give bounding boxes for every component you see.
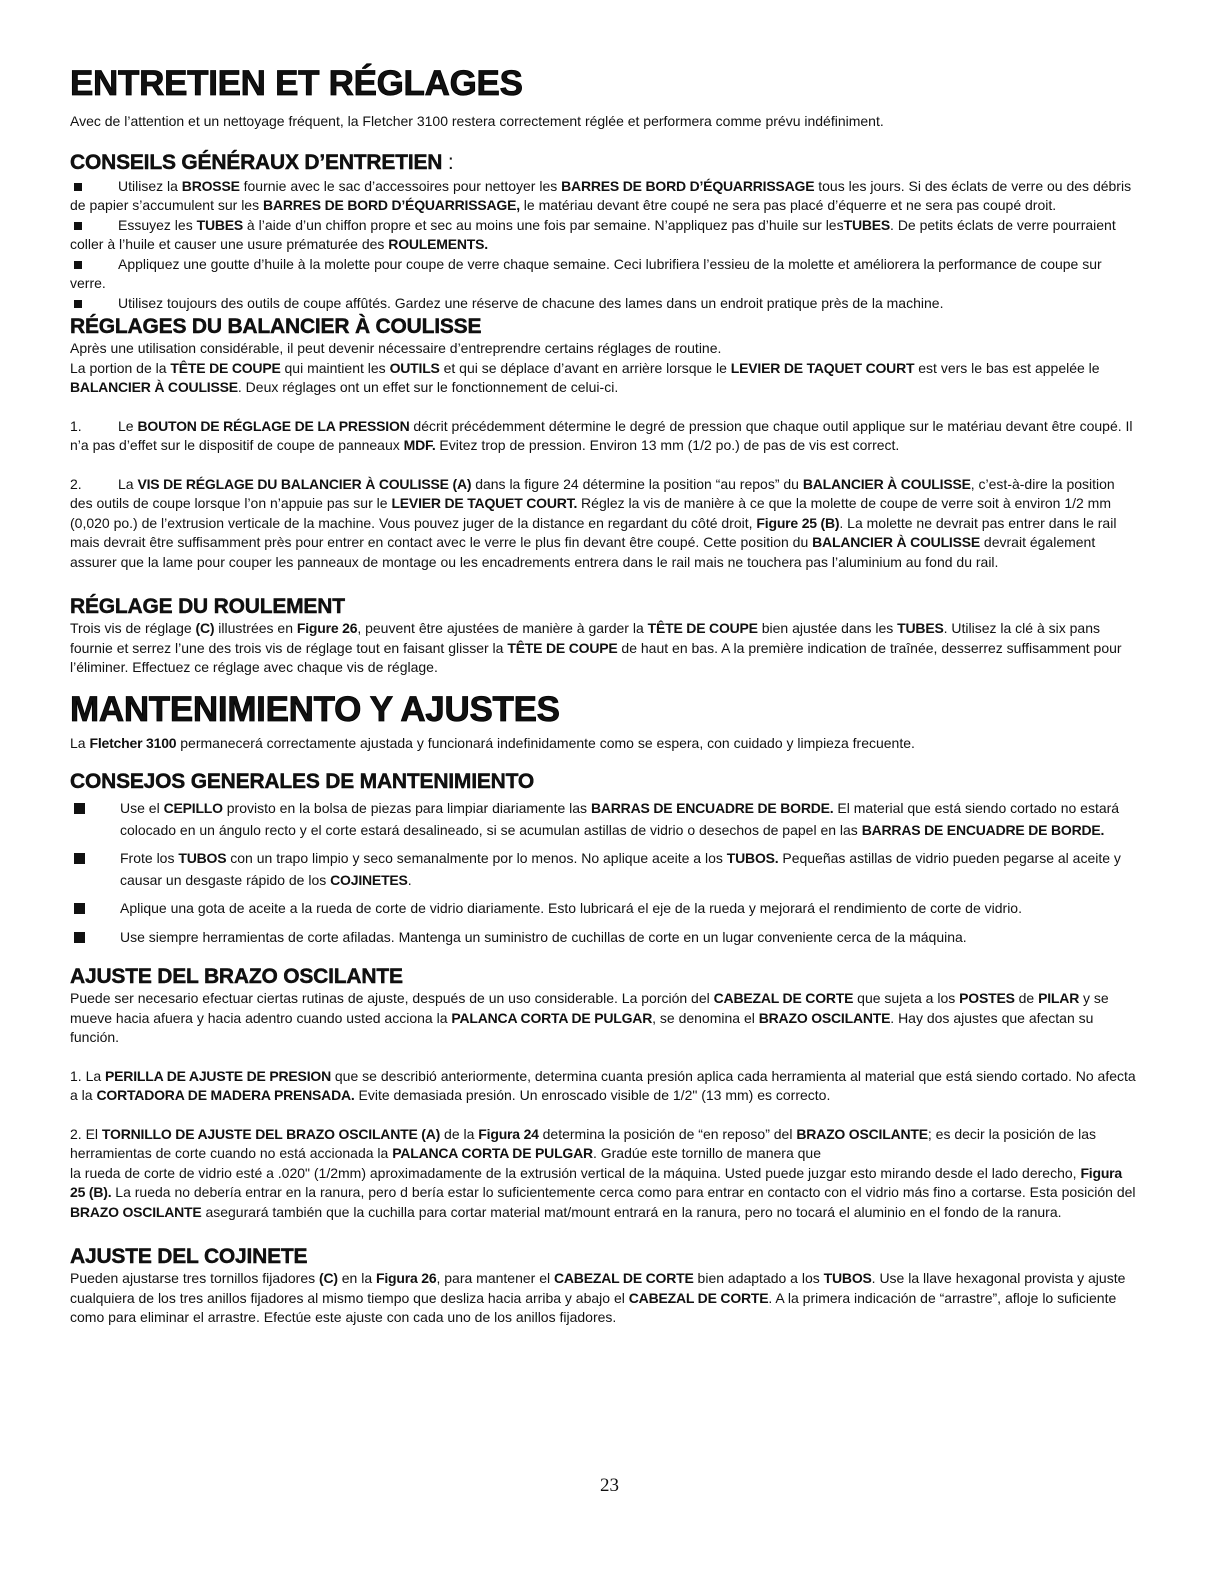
bullet-square-icon	[74, 803, 85, 814]
fr-swing-p2: La portion de la TÊTE DE COUPE qui maintient les OUTILS et qui se déplace d’avant en arrière lorsque le LEVIER DE TAQUET COURT est vers le bas est appelée le BALANCIER À COULISSE. Deux réglages ont un effet sur le fonctionnement de celui-ci.	[70, 359, 1100, 395]
es-bullet-1: Use el CEPILLO provisto en la bolsa de piezas para limpiar diariamente las BARRAS DE ENCUADRE DE BORDE. El material que está siendo cortado no estará colocado en un ángulo recto y el corte estará desalineado, si se acumulan astillas de vidrio o desechos de papel en las BARRAS DE ENCUADRE DE BORDE.	[70, 798, 1140, 841]
es-bearing-p: Pueden ajustarse tres tornillos fijadores (C) en la Figura 26, para mantener el CABEZAL DE CORTE bien adaptado a los TUBOS. Use la llave hexagonal provista y ajuste cualquiera de los tres anillos fijadores al mismo tiempo que desliza hacia arriba y abajo el CABEZAL DE CORTE. A la primera indicación de “arrastre”, afloje lo suficiente como para eliminar el arrastre. Efectúe este ajuste con cada uno de los anillos fijadores.	[70, 1270, 1126, 1325]
fr-swing-heading: RÉGLAGES DU BALANCIER À COULISSE	[70, 315, 482, 338]
es-swing-item-1: 1. La PERILLA DE AJUSTE DE PRESION que se describió anteriormente, determina cuanta presión aplica cada herramienta al material que está siendo cortado. No afecta a la CORTADORA DE MADERA PRENSADA. Evite demasiada presión. Un enroscado visible de 1/2" (13 mm) es correcto.	[70, 1067, 1136, 1103]
bullet-square-icon	[74, 183, 82, 191]
fr-general-heading	[70, 150, 1140, 175]
bullet-square-icon	[74, 300, 82, 308]
bullet-square-icon	[74, 853, 85, 864]
fr-bullet-2: Essuyez les TUBES à l’aide d’un chiffon propre et sec au moins une fois par semaine. N’appliquez pas d’huile sur lesTUBES. De petits éclats de verre pourraient coller à l’huile et causer une usure prématurée des ROULEMENTS.	[70, 216, 1116, 252]
fr-title: ENTRETIEN ET RÉGLAGES	[70, 64, 523, 103]
fr-swing-item-1: 1. Le BOUTON DE RÉGLAGE DE LA PRESSION décrit précédemment détermine le degré de pression que chaque outil applique sur le matériau devant être coupé. Il n’a pas d’effet sur le dispositif de coupe de panneaux MDF. Evitez trop de pression. Environ 13 mm (1/2 po.) de pas de vis est correct.	[70, 417, 1133, 453]
fr-bearing-heading: RÉGLAGE DU ROULEMENT	[70, 595, 345, 618]
fr-intro: Avec de l’attention et un nettoyage fréquent, la Fletcher 3100 restera correctement réglée et performera comme prévu indéfiniment.	[70, 113, 884, 129]
es-swing-p1: Puede ser necesario efectuar ciertas rutinas de ajuste, después de un uso considerable. La porción del CABEZAL DE CORTE que sujeta a los POSTES de PILAR y se mueve hacia afuera y hacia adentro cuando usted acciona la PALANCA CORTA DE PULGAR, se denomina el BRAZO OSCILANTE. Hay dos ajustes que afectan su función.	[70, 990, 1109, 1045]
es-bullet-3: Aplique una gota de aceite a la rueda de corte de vidrio diariamente. Esto lubricará el eje de la rueda y mejorará el rendimiento de corte de vidrio.	[70, 898, 1140, 920]
es-title: MANTENIMIENTO Y AJUSTES	[70, 689, 560, 729]
es-bullet-4: Use siempre herramientas de corte afiladas. Mantenga un suministro de cuchillas de corte en un lugar conveniente cerca de la máquina.	[70, 927, 1140, 949]
es-intro: La Fletcher 3100 permanecerá correctamente ajustada y funcionará indefinidamente como se espera, con cuidado y limpieza frecuente.	[70, 734, 915, 751]
bullet-square-icon	[74, 222, 82, 230]
bullet-square-icon	[74, 903, 85, 914]
page-content	[70, 64, 1140, 1328]
fr-bearing-p: Trois vis de réglage (C) illustrées en Figure 26, peuvent être ajustées de manière à garder la TÊTE DE COUPE bien ajustée dans les TUBES. Utilisez la clé à six pans fournie et serrez l’une des trois vis de réglage tout en faisant glisser la TÊTE DE COUPE de haut en bas. A la première indication de traînée, desserrez suffisamment pour l’éliminer. Effectuez ce réglage avec chaque vis de réglage.	[70, 620, 1122, 675]
es-general-heading: CONSEJOS GENERALES DE MANTENIMIENTO	[70, 770, 535, 793]
bullet-square-icon	[74, 932, 85, 943]
bullet-square-icon	[74, 261, 82, 269]
es-bullet-2: Frote los TUBOS con un trapo limpio y seco semanalmente por lo menos. No aplique aceite a los TUBOS. Pequeñas astillas de vidrio pueden pegarse al aceite y causar un desgaste rápido de los COJINETES.	[70, 848, 1140, 891]
page-number: 23	[600, 1475, 619, 1496]
es-swing-item-2: 2. El TORNILLO DE AJUSTE DEL BRAZO OSCILANTE (A) de la Figura 24 determina la posición de “en reposo” del BRAZO OSCILANTE; es decir la posición de las herramientas de corte cuando no está accionada la PALANCA CORTA DE PULGAR. Gradúe este tornillo de manera que la rueda de corte de vidrio esté a .020" (1/2mm) aproximadamente de la extrusión vertical de la máquina. Usted puede juzgar esto mirando desde el lado derecho, Figura 25 (B). La rueda no debería entrar en la ranura, pero d bería estar lo suficientemente cerca como para entrar en contacto con el vidrio más fino a cortarse. Esta posición del BRAZO OSCILANTE asegurará también que la cuchilla para cortar material mat/mount entrará en la ranura, pero no tocará el aluminio en el fondo de la ranura.	[70, 1125, 1136, 1220]
fr-bullet-4: Utilisez toujours des outils de coupe affûtés. Gardez une réserve de chacune des lames dans un endroit pratique près de la machine.	[70, 294, 1140, 314]
fr-swing-item-2: 2. La VIS DE RÉGLAGE DU BALANCIER À COULISSE (A) dans la figure 24 détermine la position “au repos” du BALANCIER À COULISSE, c’est-à-dire la position des outils de coupe lorsque l’on n’appuie pas sur le LEVIER DE TAQUET COURT. Réglez la vis de manière à ce que la molette de coupe de verre soit à environ 1/2 mm (0,020 po.) de l’extrusion verticale de la machine. Vous pouvez juger de la distance en regardant du côté droit, Figure 25 (B). La molette ne devrait pas entrer dans le rail mais devrait être suffisamment près pour entrer en contact avec le verre le plus fin devant être coupé. Cette position du BALANCIER À COULISSE devrait également assurer que la lame pour couper les panneaux de montage ou les encadrements entrera dans le rail mais ne touchera pas l’aluminium au fond du rail.	[70, 475, 1117, 570]
fr-general-heading-text: CONSEILS GÉNÉRAUX D’ENTRETIEN	[70, 150, 443, 174]
es-bearing-heading: AJUSTE DEL COJINETE	[70, 1245, 308, 1268]
fr-general-heading-colon: :	[442, 150, 454, 174]
fr-bullet-1: Utilisez la BROSSE fournie avec le sac d’accessoires pour nettoyer les BARRES DE BORD D’ÉQUARRISSAGE tous les jours. Si des éclats de verre ou des débris de papier s’accumulent sur les BARRES DE BORD D’ÉQUARRISSAGE, le matériau devant être coupé ne sera pas placé d’équerre et ne sera pas coupé droit.	[70, 177, 1132, 213]
fr-bullet-3: Appliquez une goutte d’huile à la molette pour coupe de verre chaque semaine. Ceci lubrifiera l’essieu de la molette et améliorera la performance de coupe sur verre.	[70, 255, 1102, 291]
es-swing-heading: AJUSTE DEL BRAZO OSCILANTE	[70, 965, 403, 988]
fr-swing-p1: Après une utilisation considérable, il peut devenir nécessaire d’entreprendre certains réglages de routine.	[70, 340, 722, 356]
